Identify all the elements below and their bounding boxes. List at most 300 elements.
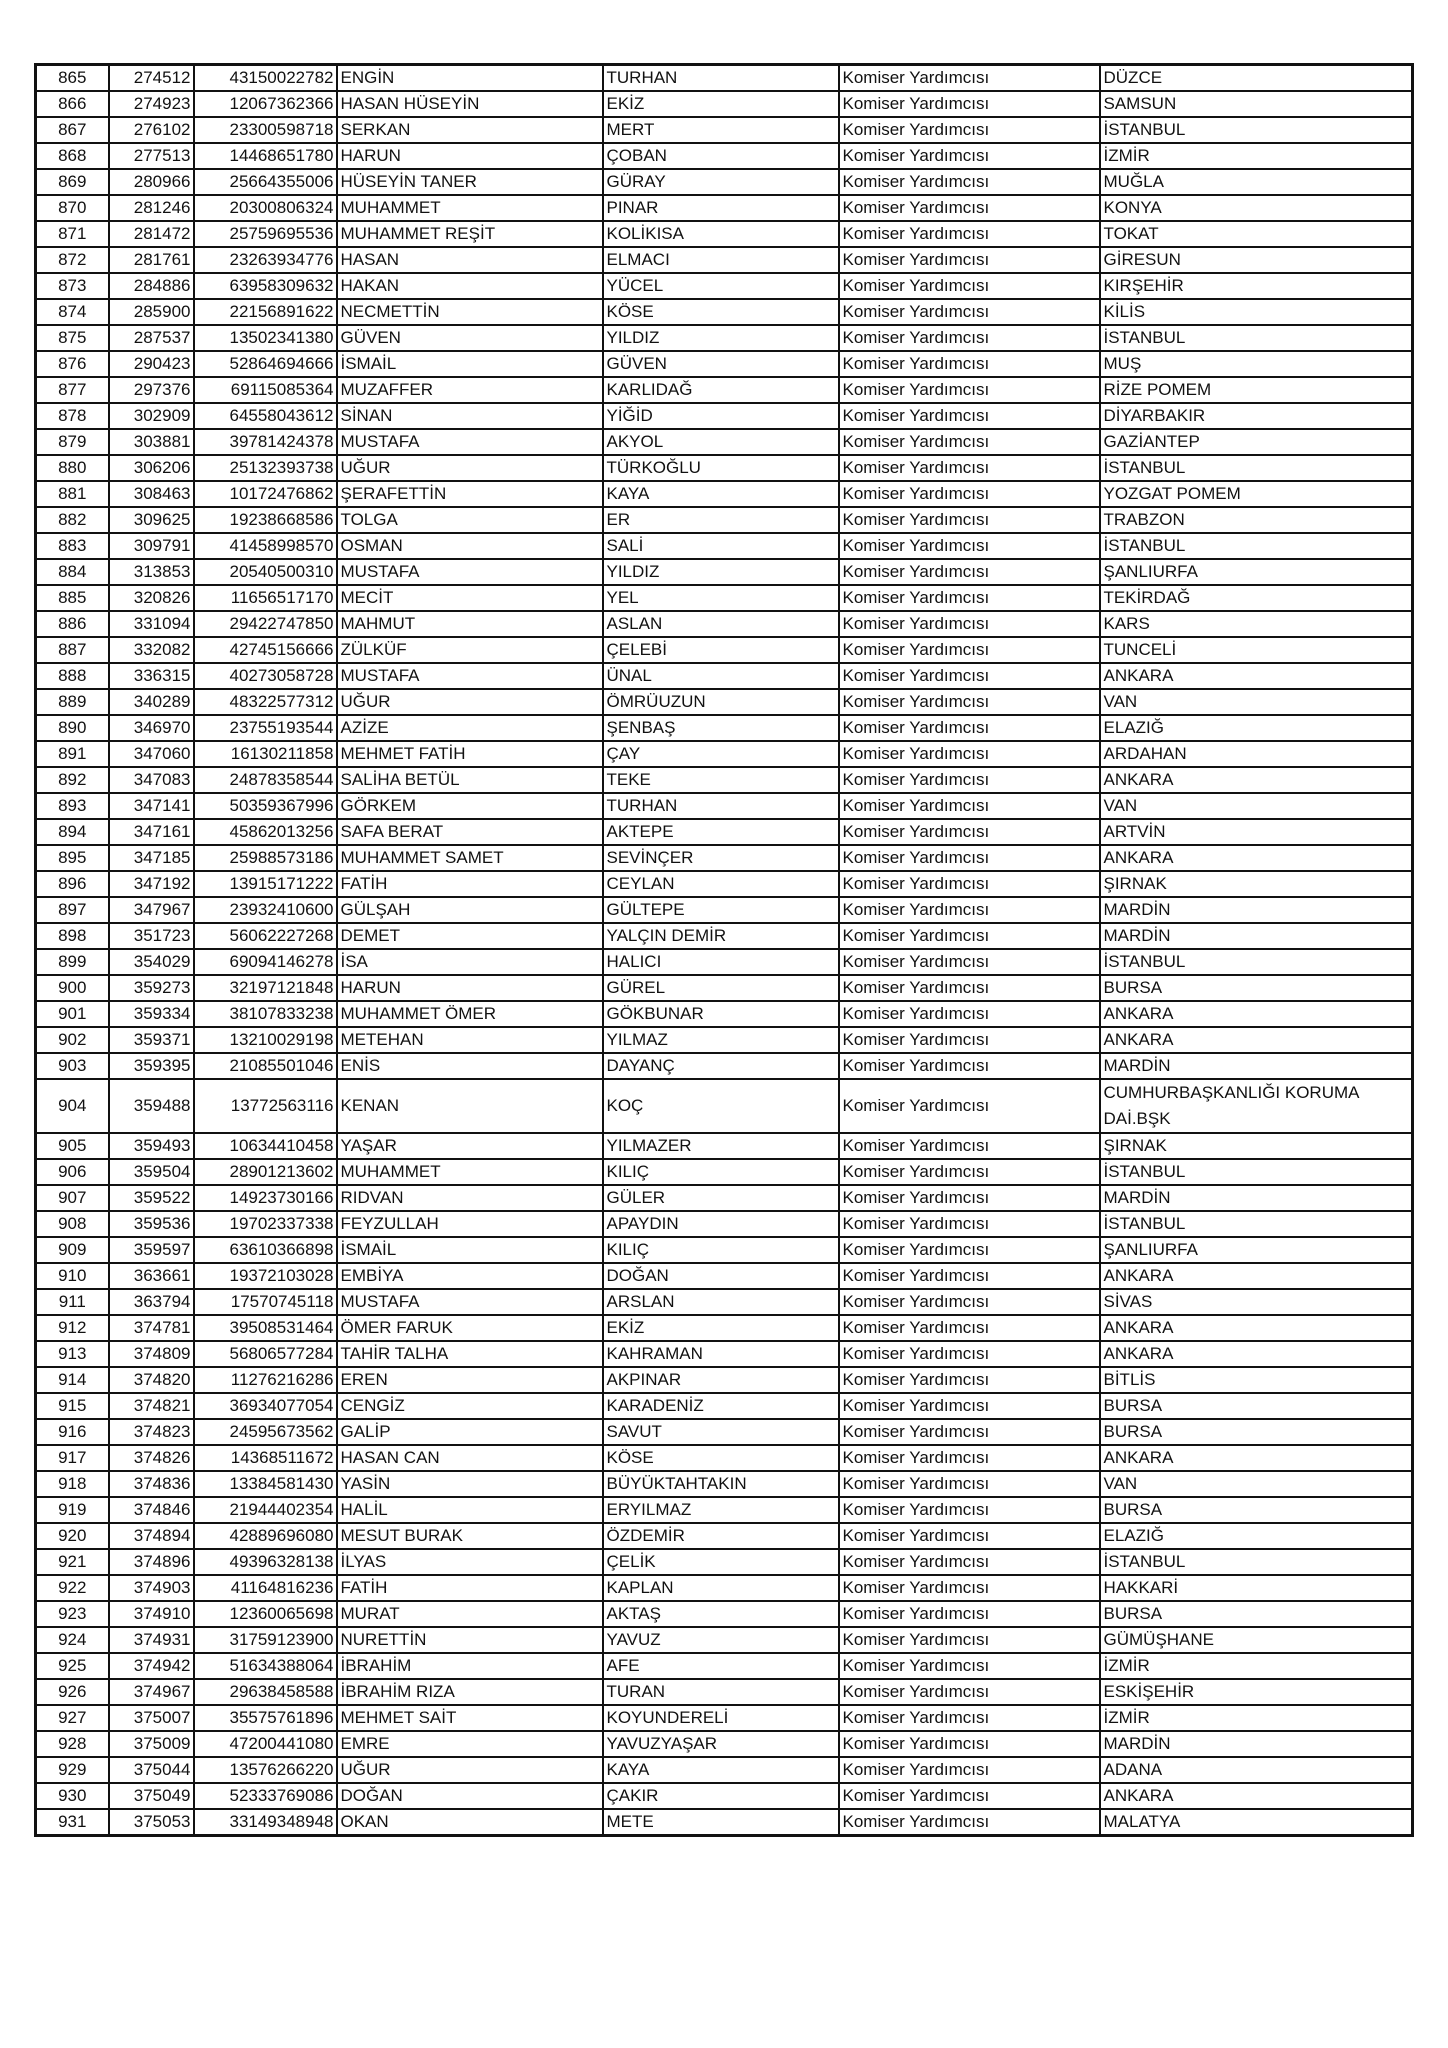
rank-cell: Komiser Yardımcısı <box>839 715 1100 741</box>
first-name-cell: MUSTAFA <box>337 663 603 689</box>
rank-cell: Komiser Yardımcısı <box>839 1289 1100 1315</box>
sicil-cell: 306206 <box>109 455 194 481</box>
rank-cell: Komiser Yardımcısı <box>839 481 1100 507</box>
unit-cell: DİYARBAKIR <box>1100 403 1413 429</box>
unit-cell: GİRESUN <box>1100 247 1413 273</box>
row-number-cell: 924 <box>36 1627 109 1653</box>
first-name-cell: OSMAN <box>337 533 603 559</box>
sicil-cell: 374903 <box>109 1575 194 1601</box>
rank-cell: Komiser Yardımcısı <box>839 897 1100 923</box>
unit-cell: ŞIRNAK <box>1100 871 1413 897</box>
rank-cell: Komiser Yardımcısı <box>839 1445 1100 1471</box>
table-row <box>36 767 1413 793</box>
table-row <box>36 1757 1413 1783</box>
row-number-cell: 870 <box>36 195 109 221</box>
table-row <box>36 689 1413 715</box>
tc-number-cell: 45862013256 <box>194 819 337 845</box>
first-name-cell: HASAN CAN <box>337 1445 603 1471</box>
sicil-cell: 374896 <box>109 1549 194 1575</box>
sicil-cell: 359597 <box>109 1237 194 1263</box>
first-name-cell: MUZAFFER <box>337 377 603 403</box>
sicil-cell: 374781 <box>109 1315 194 1341</box>
first-name-cell: FATİH <box>337 1575 603 1601</box>
sicil-cell: 363661 <box>109 1263 194 1289</box>
row-number-cell: 875 <box>36 325 109 351</box>
tc-number-cell: 41458998570 <box>194 533 337 559</box>
tc-number-cell: 49396328138 <box>194 1549 337 1575</box>
unit-cell: MUŞ <box>1100 351 1413 377</box>
tc-number-cell: 31759123900 <box>194 1627 337 1653</box>
row-number-cell: 914 <box>36 1367 109 1393</box>
row-number-cell: 925 <box>36 1653 109 1679</box>
tc-number-cell: 25664355006 <box>194 169 337 195</box>
rank-cell: Komiser Yardımcısı <box>839 559 1100 585</box>
last-name-cell: YÜCEL <box>603 273 839 299</box>
last-name-cell: ELMACI <box>603 247 839 273</box>
row-number-cell: 927 <box>36 1705 109 1731</box>
sicil-cell: 309791 <box>109 533 194 559</box>
rank-cell: Komiser Yardımcısı <box>839 455 1100 481</box>
first-name-cell: ENGİN <box>337 65 603 92</box>
unit-cell: ANKARA <box>1100 1027 1413 1053</box>
first-name-cell: GÜLŞAH <box>337 897 603 923</box>
last-name-cell: KARADENİZ <box>603 1393 839 1419</box>
tc-number-cell: 47200441080 <box>194 1731 337 1757</box>
rank-cell: Komiser Yardımcısı <box>839 1601 1100 1627</box>
first-name-cell: MESUT BURAK <box>337 1523 603 1549</box>
rank-cell: Komiser Yardımcısı <box>839 1653 1100 1679</box>
rank-cell: Komiser Yardımcısı <box>839 1133 1100 1159</box>
rank-cell: Komiser Yardımcısı <box>839 1549 1100 1575</box>
first-name-cell: SAFA BERAT <box>337 819 603 845</box>
rank-cell: Komiser Yardımcısı <box>839 1471 1100 1497</box>
row-number-cell: 923 <box>36 1601 109 1627</box>
first-name-cell: ENİS <box>337 1053 603 1079</box>
sicil-cell: 302909 <box>109 403 194 429</box>
row-number-cell: 916 <box>36 1419 109 1445</box>
sicil-cell: 359334 <box>109 1001 194 1027</box>
row-number-cell: 884 <box>36 559 109 585</box>
unit-cell: İZMİR <box>1100 143 1413 169</box>
last-name-cell: GÖKBUNAR <box>603 1001 839 1027</box>
last-name-cell: KÖSE <box>603 1445 839 1471</box>
rank-cell: Komiser Yardımcısı <box>839 845 1100 871</box>
row-number-cell: 893 <box>36 793 109 819</box>
first-name-cell: MUSTAFA <box>337 429 603 455</box>
tc-number-cell: 24878358544 <box>194 767 337 793</box>
table-row <box>36 299 1413 325</box>
last-name-cell: EKİZ <box>603 91 839 117</box>
sicil-cell: 375009 <box>109 1731 194 1757</box>
first-name-cell: TOLGA <box>337 507 603 533</box>
row-number-cell: 913 <box>36 1341 109 1367</box>
first-name-cell: EMBİYA <box>337 1263 603 1289</box>
last-name-cell: YILMAZER <box>603 1133 839 1159</box>
row-number-cell: 882 <box>36 507 109 533</box>
rank-cell: Komiser Yardımcısı <box>839 1079 1100 1133</box>
row-number-cell: 868 <box>36 143 109 169</box>
last-name-cell: DAYANÇ <box>603 1053 839 1079</box>
row-number-cell: 889 <box>36 689 109 715</box>
tc-number-cell: 48322577312 <box>194 689 337 715</box>
rank-cell: Komiser Yardımcısı <box>839 377 1100 403</box>
row-number-cell: 906 <box>36 1159 109 1185</box>
table-row <box>36 455 1413 481</box>
rank-cell: Komiser Yardımcısı <box>839 143 1100 169</box>
rank-cell: Komiser Yardımcısı <box>839 117 1100 143</box>
table-row <box>36 247 1413 273</box>
unit-cell: İSTANBUL <box>1100 1549 1413 1575</box>
rank-cell: Komiser Yardımcısı <box>839 767 1100 793</box>
unit-cell: İSTANBUL <box>1100 1211 1413 1237</box>
tc-number-cell: 23263934776 <box>194 247 337 273</box>
last-name-cell: BÜYÜKTAHTAKIN <box>603 1471 839 1497</box>
tc-number-cell: 29638458588 <box>194 1679 337 1705</box>
tc-number-cell: 23300598718 <box>194 117 337 143</box>
row-number-cell: 888 <box>36 663 109 689</box>
first-name-cell: KENAN <box>337 1079 603 1133</box>
rank-cell: Komiser Yardımcısı <box>839 1315 1100 1341</box>
first-name-cell: MUHAMMET SAMET <box>337 845 603 871</box>
last-name-cell: METE <box>603 1809 839 1836</box>
last-name-cell: DOĞAN <box>603 1263 839 1289</box>
row-number-cell: 883 <box>36 533 109 559</box>
last-name-cell: GÜRAY <box>603 169 839 195</box>
first-name-cell: FEYZULLAH <box>337 1211 603 1237</box>
table-row <box>36 923 1413 949</box>
table-row <box>36 403 1413 429</box>
first-name-cell: MURAT <box>337 1601 603 1627</box>
row-number-cell: 911 <box>36 1289 109 1315</box>
tc-number-cell: 13384581430 <box>194 1471 337 1497</box>
unit-cell: KIRŞEHİR <box>1100 273 1413 299</box>
unit-cell: BURSA <box>1100 1601 1413 1627</box>
row-number-cell: 904 <box>36 1079 109 1133</box>
tc-number-cell: 21085501046 <box>194 1053 337 1079</box>
last-name-cell: KARLIDAĞ <box>603 377 839 403</box>
table-row <box>36 221 1413 247</box>
last-name-cell: KOYUNDERELİ <box>603 1705 839 1731</box>
table-row <box>36 871 1413 897</box>
sicil-cell: 359488 <box>109 1079 194 1133</box>
tc-number-cell: 10634410458 <box>194 1133 337 1159</box>
last-name-cell: AKTAŞ <box>603 1601 839 1627</box>
last-name-cell: KÖSE <box>603 299 839 325</box>
unit-cell: İSTANBUL <box>1100 325 1413 351</box>
first-name-cell: SİNAN <box>337 403 603 429</box>
last-name-cell: HALICI <box>603 949 839 975</box>
rank-cell: Komiser Yardımcısı <box>839 1053 1100 1079</box>
last-name-cell: GÜREL <box>603 975 839 1001</box>
rank-cell: Komiser Yardımcısı <box>839 1627 1100 1653</box>
unit-cell: ARTVİN <box>1100 819 1413 845</box>
sicil-cell: 281761 <box>109 247 194 273</box>
row-number-cell: 915 <box>36 1393 109 1419</box>
tc-number-cell: 39508531464 <box>194 1315 337 1341</box>
tc-number-cell: 52864694666 <box>194 351 337 377</box>
sicil-cell: 375053 <box>109 1809 194 1836</box>
sicil-cell: 274512 <box>109 65 194 92</box>
unit-cell: BURSA <box>1100 975 1413 1001</box>
last-name-cell: YILMAZ <box>603 1027 839 1053</box>
rank-cell: Komiser Yardımcısı <box>839 689 1100 715</box>
tc-number-cell: 11656517170 <box>194 585 337 611</box>
tc-number-cell: 28901213602 <box>194 1159 337 1185</box>
table-row <box>36 949 1413 975</box>
sicil-cell: 308463 <box>109 481 194 507</box>
tc-number-cell: 19702337338 <box>194 1211 337 1237</box>
table-row <box>36 845 1413 871</box>
tc-number-cell: 69094146278 <box>194 949 337 975</box>
last-name-cell: AKTEPE <box>603 819 839 845</box>
table-row <box>36 65 1413 92</box>
table-row <box>36 507 1413 533</box>
rank-cell: Komiser Yardımcısı <box>839 1393 1100 1419</box>
unit-cell: ANKARA <box>1100 1001 1413 1027</box>
last-name-cell: APAYDIN <box>603 1211 839 1237</box>
unit-cell: MARDİN <box>1100 1185 1413 1211</box>
unit-cell: İSTANBUL <box>1100 455 1413 481</box>
rank-cell: Komiser Yardımcısı <box>839 949 1100 975</box>
last-name-cell: GÜVEN <box>603 351 839 377</box>
unit-cell: ANKARA <box>1100 845 1413 871</box>
sicil-cell: 351723 <box>109 923 194 949</box>
last-name-cell: TÜRKOĞLU <box>603 455 839 481</box>
tc-number-cell: 42889696080 <box>194 1523 337 1549</box>
unit-cell: ŞANLIURFA <box>1100 559 1413 585</box>
tc-number-cell: 43150022782 <box>194 65 337 92</box>
row-number-cell: 919 <box>36 1497 109 1523</box>
unit-cell: TRABZON <box>1100 507 1413 533</box>
table-row <box>36 1679 1413 1705</box>
tc-number-cell: 14468651780 <box>194 143 337 169</box>
last-name-cell: EKİZ <box>603 1315 839 1341</box>
last-name-cell: YAVUZYAŞAR <box>603 1731 839 1757</box>
table-row <box>36 1263 1413 1289</box>
sicil-cell: 374823 <box>109 1419 194 1445</box>
table-row <box>36 1315 1413 1341</box>
unit-cell: ANKARA <box>1100 1263 1413 1289</box>
first-name-cell: HALİL <box>337 1497 603 1523</box>
table-row <box>36 1367 1413 1393</box>
rank-cell: Komiser Yardımcısı <box>839 819 1100 845</box>
last-name-cell: YAVUZ <box>603 1627 839 1653</box>
row-number-cell: 894 <box>36 819 109 845</box>
sicil-cell: 340289 <box>109 689 194 715</box>
table-row <box>36 143 1413 169</box>
first-name-cell: FATİH <box>337 871 603 897</box>
first-name-cell: GÜVEN <box>337 325 603 351</box>
unit-cell: ESKİŞEHİR <box>1100 1679 1413 1705</box>
sicil-cell: 374931 <box>109 1627 194 1653</box>
table-row <box>36 377 1413 403</box>
rank-cell: Komiser Yardımcısı <box>839 403 1100 429</box>
last-name-cell: ÇELEBİ <box>603 637 839 663</box>
tc-number-cell: 19238668586 <box>194 507 337 533</box>
last-name-cell: YİĞİD <box>603 403 839 429</box>
unit-cell: İSTANBUL <box>1100 1159 1413 1185</box>
unit-cell: SAMSUN <box>1100 91 1413 117</box>
sicil-cell: 276102 <box>109 117 194 143</box>
last-name-cell: GÜLER <box>603 1185 839 1211</box>
sicil-cell: 285900 <box>109 299 194 325</box>
rank-cell: Komiser Yardımcısı <box>839 91 1100 117</box>
rank-cell: Komiser Yardımcısı <box>839 1185 1100 1211</box>
sicil-cell: 374820 <box>109 1367 194 1393</box>
row-number-cell: 903 <box>36 1053 109 1079</box>
last-name-cell: KAHRAMAN <box>603 1341 839 1367</box>
tc-number-cell: 13502341380 <box>194 325 337 351</box>
rank-cell: Komiser Yardımcısı <box>839 871 1100 897</box>
sicil-cell: 303881 <box>109 429 194 455</box>
sicil-cell: 281472 <box>109 221 194 247</box>
last-name-cell: KILIÇ <box>603 1159 839 1185</box>
table-row <box>36 637 1413 663</box>
sicil-cell: 347161 <box>109 819 194 845</box>
table-row <box>36 1653 1413 1679</box>
unit-cell: ANKARA <box>1100 1783 1413 1809</box>
sicil-cell: 347060 <box>109 741 194 767</box>
row-number-cell: 881 <box>36 481 109 507</box>
rank-cell: Komiser Yardımcısı <box>839 507 1100 533</box>
sicil-cell: 313853 <box>109 559 194 585</box>
first-name-cell: OKAN <box>337 1809 603 1836</box>
rank-cell: Komiser Yardımcısı <box>839 273 1100 299</box>
personnel-table <box>34 63 1414 1837</box>
first-name-cell: İLYAS <box>337 1549 603 1575</box>
rank-cell: Komiser Yardımcısı <box>839 325 1100 351</box>
tc-number-cell: 56062227268 <box>194 923 337 949</box>
table-row <box>36 1289 1413 1315</box>
rank-cell: Komiser Yardımcısı <box>839 1027 1100 1053</box>
table-row <box>36 273 1413 299</box>
tc-number-cell: 13576266220 <box>194 1757 337 1783</box>
sicil-cell: 336315 <box>109 663 194 689</box>
first-name-cell: RIDVAN <box>337 1185 603 1211</box>
tc-number-cell: 20300806324 <box>194 195 337 221</box>
row-number-cell: 879 <box>36 429 109 455</box>
rank-cell: Komiser Yardımcısı <box>839 195 1100 221</box>
unit-cell: GAZİANTEP <box>1100 429 1413 455</box>
table-row <box>36 1159 1413 1185</box>
unit-cell: İSTANBUL <box>1100 117 1413 143</box>
unit-cell: ANKARA <box>1100 1315 1413 1341</box>
rank-cell: Komiser Yardımcısı <box>839 1419 1100 1445</box>
table-row <box>36 1523 1413 1549</box>
first-name-cell: MUHAMMET ÖMER <box>337 1001 603 1027</box>
unit-cell: ŞANLIURFA <box>1100 1237 1413 1263</box>
table-row <box>36 1393 1413 1419</box>
tc-number-cell: 11276216286 <box>194 1367 337 1393</box>
table-row <box>36 793 1413 819</box>
first-name-cell: İBRAHİM RIZA <box>337 1679 603 1705</box>
rank-cell: Komiser Yardımcısı <box>839 299 1100 325</box>
row-number-cell: 866 <box>36 91 109 117</box>
first-name-cell: MEHMET SAİT <box>337 1705 603 1731</box>
tc-number-cell: 50359367996 <box>194 793 337 819</box>
table-row <box>36 819 1413 845</box>
sicil-cell: 375044 <box>109 1757 194 1783</box>
rank-cell: Komiser Yardımcısı <box>839 1809 1100 1836</box>
row-number-cell: 877 <box>36 377 109 403</box>
rank-cell: Komiser Yardımcısı <box>839 65 1100 92</box>
tc-number-cell: 64558043612 <box>194 403 337 429</box>
row-number-cell: 921 <box>36 1549 109 1575</box>
tc-number-cell: 63610366898 <box>194 1237 337 1263</box>
unit-cell: ELAZIĞ <box>1100 715 1413 741</box>
table-row <box>36 1705 1413 1731</box>
first-name-cell: HARUN <box>337 975 603 1001</box>
sicil-cell: 280966 <box>109 169 194 195</box>
tc-number-cell: 29422747850 <box>194 611 337 637</box>
last-name-cell: YILDIZ <box>603 559 839 585</box>
unit-cell: TUNCELİ <box>1100 637 1413 663</box>
sicil-cell: 277513 <box>109 143 194 169</box>
unit-cell: DÜZCE <box>1100 65 1413 92</box>
row-number-cell: 900 <box>36 975 109 1001</box>
unit-cell: CUMHURBAŞKANLIĞI KORUMA DAİ.BŞK <box>1100 1079 1413 1133</box>
rank-cell: Komiser Yardımcısı <box>839 1523 1100 1549</box>
sicil-cell: 281246 <box>109 195 194 221</box>
sicil-cell: 375049 <box>109 1783 194 1809</box>
unit-cell: ELAZIĞ <box>1100 1523 1413 1549</box>
first-name-cell: YAŞAR <box>337 1133 603 1159</box>
first-name-cell: CENGİZ <box>337 1393 603 1419</box>
first-name-cell: MAHMUT <box>337 611 603 637</box>
tc-number-cell: 52333769086 <box>194 1783 337 1809</box>
unit-cell: MARDİN <box>1100 1053 1413 1079</box>
sicil-cell: 331094 <box>109 611 194 637</box>
tc-number-cell: 23755193544 <box>194 715 337 741</box>
tc-number-cell: 21944402354 <box>194 1497 337 1523</box>
row-number-cell: 930 <box>36 1783 109 1809</box>
unit-cell: ADANA <box>1100 1757 1413 1783</box>
table-row <box>36 481 1413 507</box>
last-name-cell: ÇAKIR <box>603 1783 839 1809</box>
last-name-cell: SALİ <box>603 533 839 559</box>
table-row <box>36 1497 1413 1523</box>
sicil-cell: 359536 <box>109 1211 194 1237</box>
first-name-cell: MUHAMMET <box>337 1159 603 1185</box>
unit-cell: TOKAT <box>1100 221 1413 247</box>
rank-cell: Komiser Yardımcısı <box>839 1679 1100 1705</box>
unit-cell: VAN <box>1100 793 1413 819</box>
sicil-cell: 374894 <box>109 1523 194 1549</box>
table-row <box>36 429 1413 455</box>
sicil-cell: 347141 <box>109 793 194 819</box>
table-row <box>36 1237 1413 1263</box>
first-name-cell: EREN <box>337 1367 603 1393</box>
last-name-cell: KAYA <box>603 1757 839 1783</box>
first-name-cell: İSMAİL <box>337 1237 603 1263</box>
sicil-cell: 374942 <box>109 1653 194 1679</box>
tc-number-cell: 63958309632 <box>194 273 337 299</box>
first-name-cell: GÖRKEM <box>337 793 603 819</box>
rank-cell: Komiser Yardımcısı <box>839 637 1100 663</box>
last-name-cell: AKPINAR <box>603 1367 839 1393</box>
row-number-cell: 912 <box>36 1315 109 1341</box>
last-name-cell: ÇELİK <box>603 1549 839 1575</box>
rank-cell: Komiser Yardımcısı <box>839 975 1100 1001</box>
unit-cell: ARDAHAN <box>1100 741 1413 767</box>
unit-cell: İZMİR <box>1100 1705 1413 1731</box>
rank-cell: Komiser Yardımcısı <box>839 611 1100 637</box>
first-name-cell: GALİP <box>337 1419 603 1445</box>
first-name-cell: MUHAMMET <box>337 195 603 221</box>
first-name-cell: MUSTAFA <box>337 559 603 585</box>
first-name-cell: HASAN HÜSEYİN <box>337 91 603 117</box>
row-number-cell: 898 <box>36 923 109 949</box>
